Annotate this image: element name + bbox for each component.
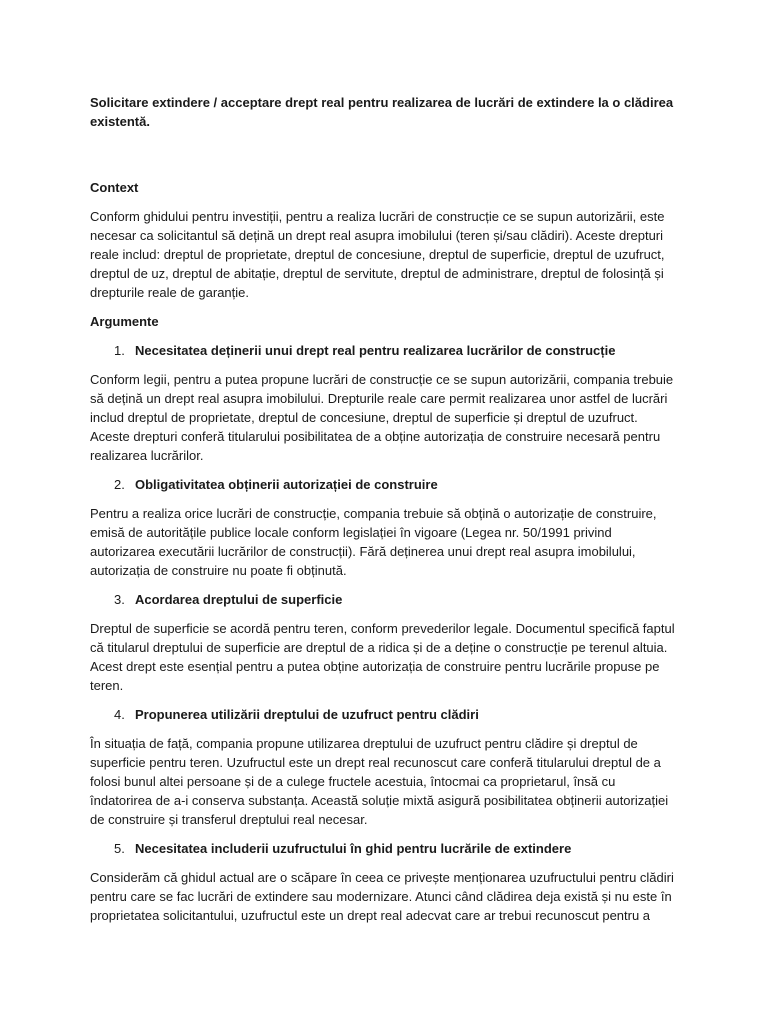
arguments-heading: Argumente [90, 314, 159, 329]
argument-3-number: 3. [114, 592, 125, 607]
argument-3-text: Dreptul de superficie se acordă pentru teren, conform prevederilor legale. Documentul specifică faptul că titularul dreptului de superficie are dreptul de a ridica și de a deține o construcție pe terenul altuia. Acest drept este esențial pentru a putea obține autorizația de construire pentru lucrările propuse pe teren. [90, 621, 675, 693]
context-paragraph: Conform ghidului pentru investiții, pentru a realiza lucrări de construcție ce se supun autorizării, este necesar ca solicitantul să dețină un drept real asupra imobilului (teren și/sau clădiri). Aceste drepturi reale includ: dreptul de proprietate, dreptul de concesiune, dreptul de superficie, dreptul de uzufruct, dreptul de uz, dreptul de abitație, dreptul de servitute, dreptul de administrare, dreptul de folosință și drepturile reale de garanție. [90, 209, 665, 300]
argument-2-title: Obligativitatea obținerii autorizației de construire [135, 477, 438, 492]
argument-1-text: Conform legii, pentru a putea propune lucrări de construcție ce se supun autorizării, compania trebuie să dețină un drept real asupra imobilului. Drepturile reale care permit realizarea unor astfel de lucrări includ dreptul de proprietate, dreptul de concesiune, dreptul de superficie și dreptul de uzufruct. Aceste drepturi conferă titularului posibilitatea de a obține autorizația de construire necesară pentru realizarea lucrărilor. [90, 372, 674, 463]
argument-4-title: Propunerea utilizării dreptului de uzufruct pentru clădiri [135, 707, 479, 722]
argument-3-title-row [90, 590, 680, 609]
argument-5-title: Necesitatea includerii uzufructului în ghid pentru lucrările de extindere [135, 841, 572, 856]
document-title: Solicitare extindere / acceptare drept real pentru realizarea de lucrări de extindere la o clădirea existentă. [90, 95, 674, 129]
argument-2-text: Pentru a realiza orice lucrări de construcție, compania trebuie să obțină o autorizație de construire, emisă de autoritățile publice locale conform legislației în vigoare (Legea nr. 50/1991 privind autorizarea executării lucrărilor de construcții). Fără deținerea unui drept real asupra imobilului, autorizația de construire nu poate fi obținută. [90, 506, 657, 578]
argument-4-text: În situația de față, compania propune utilizarea dreptului de uzufruct pentru clădire și dreptul de superficie pentru teren. Uzufructul este un drept real recunoscut care conferă titularului dreptul de a folosi bunul altei persoane și de a culege fructele acestuia, întocmai ca proprietarul, însă cu îndatorirea de a-i conserva substanța. Această soluție mixtă asigură posibilitatea obținerii autorizației de construire și transferul dreptului real necesar. [90, 736, 669, 827]
context-heading: Context [90, 180, 139, 195]
argument-1-number: 1. [114, 343, 125, 358]
argument-1-title-row [90, 341, 680, 360]
argument-2-number: 2. [114, 477, 125, 492]
argument-5-title-row [90, 839, 680, 858]
argument-5-text: Considerăm că ghidul actual are o scăpare în ceea ce privește menționarea uzufructului pentru clădiri pentru care se fac lucrări de extindere sau modernizare. Atunci când clădirea deja există și nu este în proprietatea solicitantului, uzufructul este un drept real adecvat care ar trebui recunoscut pentru a [90, 870, 674, 923]
argument-4-number: 4. [114, 707, 125, 722]
document-page [90, 93, 680, 935]
argument-3-title: Acordarea dreptului de superficie [135, 592, 343, 607]
argument-4-title-row [90, 705, 680, 724]
argument-2-title-row [90, 475, 680, 494]
argument-5-number: 5. [114, 841, 125, 856]
argument-1-title: Necesitatea deținerii unui drept real pentru realizarea lucrărilor de construcție [135, 343, 616, 358]
